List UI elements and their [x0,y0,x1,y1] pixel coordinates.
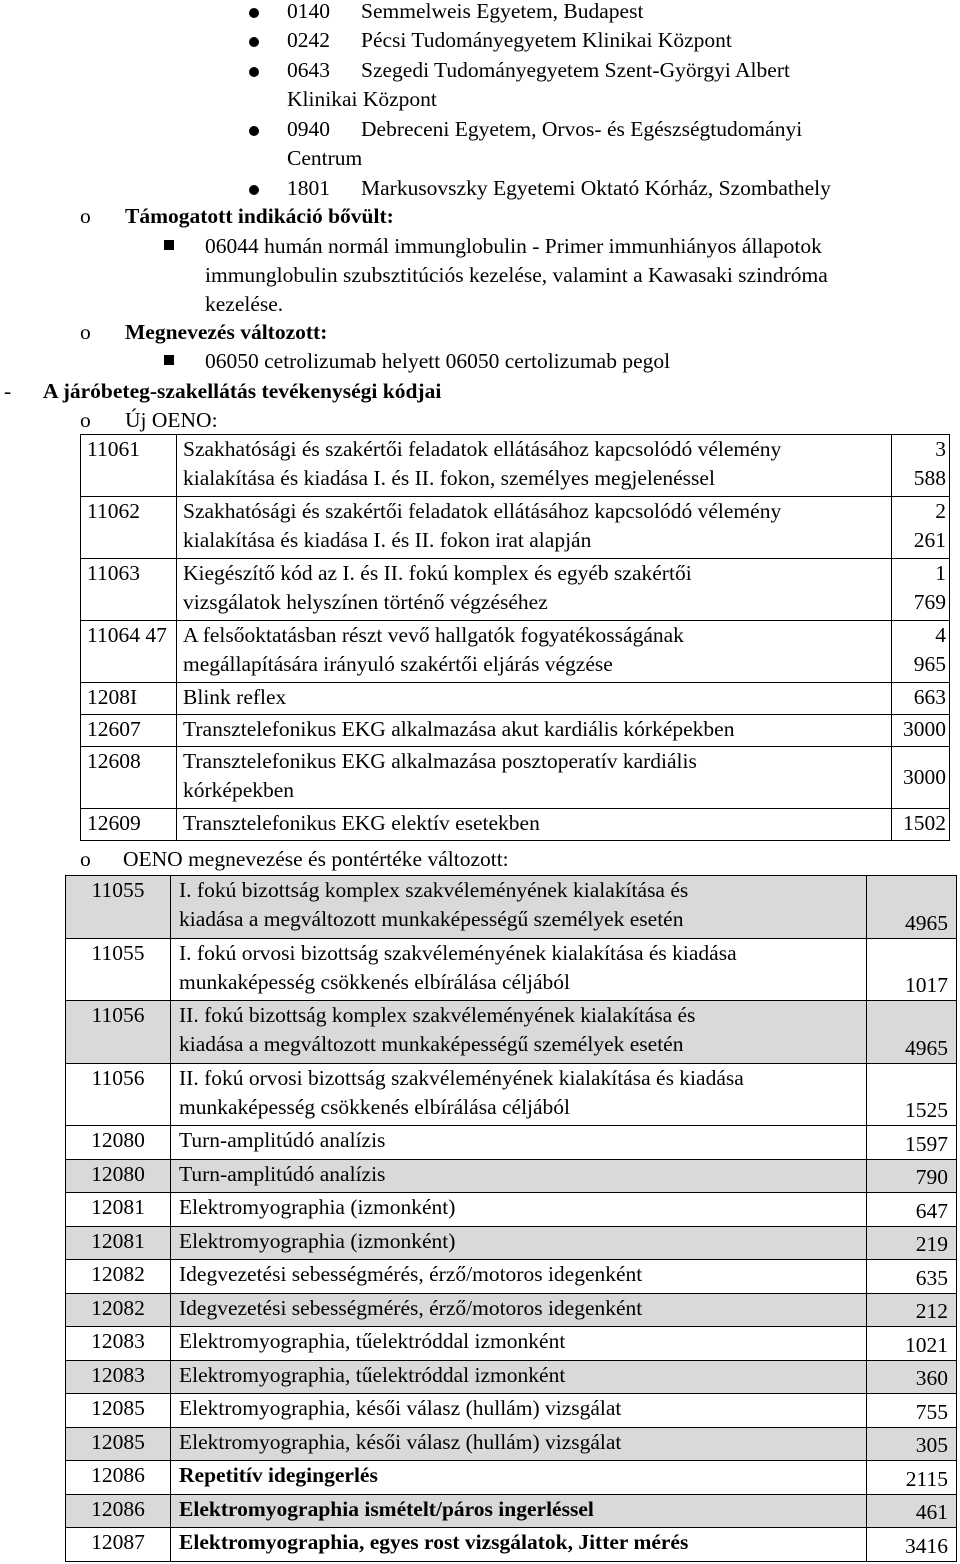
cell-code: 12609 [81,809,177,841]
section-dash: - [4,379,12,403]
cell-desc: Idegvezetési sebességmérés, érző/motoros idegenként [171,1260,867,1294]
table-row [66,1394,957,1428]
cell-desc: Elektromyographia, tűelektróddal izmonként [171,1327,867,1361]
table-row [66,1126,957,1160]
cell-code: 11055 [66,876,171,939]
cell-desc: Transztelefonikus EKG alkalmazása posztoperatív kardiális kórképekben [177,747,892,809]
cell-points: 4965 [867,876,957,939]
cell-code: 12607 [81,715,177,747]
megnevezes-item: 06050 cetrolizumab helyett 06050 certolizumab pegol [205,349,671,373]
oeno-changed-heading: OENO megnevezése és pontértéke változott: [123,847,509,871]
indikacio-item-cont: immunglobulin szubsztitúciós kezelése, valamint a Kawasaki szindróma [205,263,828,287]
cell-desc: Elektromyographia ismételt/páros ingerléssel [171,1494,867,1528]
table-row [66,1193,957,1227]
megnevezes-heading: Megnevezés változott: [125,320,328,344]
bullet-icon [249,185,259,195]
cell-points: 212 [867,1293,957,1327]
cell-code: 11063 [81,559,177,621]
cell-points: 4 965 [892,621,950,683]
cell-code: 11056 [66,1063,171,1126]
cell-desc: Elektromyographia (izmonként) [171,1226,867,1260]
cell-points: 461 [867,1494,957,1528]
table-row [66,1293,957,1327]
cell-code: 1208I [81,683,177,715]
cell-points: 3 588 [892,435,950,497]
bullet-icon [249,8,259,18]
cell-desc: Elektromyographia, késői válasz (hullám) vizsgálat [171,1427,867,1461]
circle-bullet: o [80,408,91,432]
list-text-cont: Klinikai Központ [287,87,437,111]
indikacio-item: 06044 humán normál immunglobulin - Primer immunhiányos állapotok [205,234,822,258]
cell-points: 360 [867,1360,957,1394]
table-row [66,1461,957,1495]
list-text: Szegedi Tudományegyetem Szent-Györgyi Albert [361,58,790,82]
cell-code: 12085 [66,1394,171,1428]
table-row [81,559,950,621]
cell-code: 12081 [66,1193,171,1227]
table-row [66,1427,957,1461]
cell-points: 4965 [867,1001,957,1064]
cell-desc: Szakhatósági és szakértői feladatok ellátásához kapcsolódó vélemény kialakítása és kiadása I. és II. fokon, személyes megjelenéssel [177,435,892,497]
bullet-icon [249,67,259,77]
cell-desc: Repetitív idegingerlés [171,1461,867,1495]
table-row [66,1360,957,1394]
cell-points: 647 [867,1193,957,1227]
list-text: Markusovszky Egyetemi Oktató Kórház, Szombathely [361,176,831,200]
changed-oeno-table [65,875,957,1562]
cell-code: 12085 [66,1427,171,1461]
list-code: 0643 [287,58,330,82]
cell-points: 1 769 [892,559,950,621]
indikacio-heading: Támogatott indikáció bővült: [125,204,394,228]
table-row [66,1260,957,1294]
cell-code: 12086 [66,1494,171,1528]
cell-points: 790 [867,1159,957,1193]
cell-points: 3000 [892,747,950,809]
list-text: Debreceni Egyetem, Orvos- és Egészségtudományi [361,117,803,141]
table-row [66,1494,957,1528]
table-row [81,715,950,747]
cell-code: 11062 [81,497,177,559]
cell-desc: Elektromyographia, tűelektróddal izmonként [171,1360,867,1394]
table-row [66,1528,957,1562]
cell-code: 12087 [66,1528,171,1562]
cell-points: 2 261 [892,497,950,559]
cell-desc: Elektromyographia, késői válasz (hullám) vizsgálat [171,1394,867,1428]
square-bullet-icon [164,355,174,365]
cell-code: 12081 [66,1226,171,1260]
table-row [66,1327,957,1361]
cell-code: 11061 [81,435,177,497]
list-text-cont: Centrum [287,146,363,170]
cell-points: 219 [867,1226,957,1260]
cell-points: 635 [867,1260,957,1294]
table-row [66,938,957,1001]
table-row [81,621,950,683]
cell-points: 2115 [867,1461,957,1495]
bullet-icon [249,126,259,136]
cell-code: 12608 [81,747,177,809]
circle-bullet: o [80,847,91,871]
cell-desc: A felsőoktatásban részt vevő hallgatók fogyatékosságának megállapítására irányuló szakértői eljárás végzése [177,621,892,683]
cell-points: 1597 [867,1126,957,1160]
list-text: Pécsi Tudományegyetem Klinikai Központ [361,28,732,52]
list-code: 0242 [287,28,330,52]
cell-code: 12082 [66,1293,171,1327]
table-row [81,435,950,497]
table-row [66,1001,957,1064]
cell-code: 12083 [66,1360,171,1394]
cell-desc: Turn-amplitúdó analízis [171,1126,867,1160]
list-code: 0140 [287,0,330,23]
section-heading: A járóbeteg-szakellátás tevékenységi kódjai [43,379,442,403]
table-row [66,1159,957,1193]
cell-desc: Idegvezetési sebességmérés, érző/motoros idegenként [171,1293,867,1327]
cell-desc: Elektromyographia, egyes rost vizsgálatok, Jitter mérés [171,1528,867,1562]
table-row [66,1226,957,1260]
table-row [66,876,957,939]
cell-points: 755 [867,1394,957,1428]
cell-points: 1502 [892,809,950,841]
table-row [81,809,950,841]
cell-desc: Szakhatósági és szakértői feladatok ellátásához kapcsolódó vélemény kialakítása és kiadása I. és II. fokon irat alapján [177,497,892,559]
cell-desc: II. fokú orvosi bizottság szakvéleményének kialakítása és kiadása munkaképesség csökkenés elbírálása céljából [171,1063,867,1126]
list-code: 0940 [287,117,330,141]
table-row [66,1063,957,1126]
cell-desc: Transztelefonikus EKG alkalmazása akut kardiális kórképekben [177,715,892,747]
cell-code: 12083 [66,1327,171,1361]
cell-desc: I. fokú bizottság komplex szakvéleményének kialakítása és kiadása a megváltozott munkaképességű személyek esetén [171,876,867,939]
cell-desc: I. fokú orvosi bizottság szakvéleményének kialakítása és kiadása munkaképesség csökkenés elbírálása céljából [171,938,867,1001]
cell-code: 12080 [66,1159,171,1193]
list-code: 1801 [287,176,330,200]
cell-desc: Blink reflex [177,683,892,715]
cell-points: 1017 [867,938,957,1001]
square-bullet-icon [164,240,174,250]
circle-bullet: o [80,204,91,228]
table-row [81,747,950,809]
cell-desc: Elektromyographia (izmonként) [171,1193,867,1227]
cell-desc: Turn-amplitúdó analízis [171,1159,867,1193]
bullet-icon [249,37,259,47]
cell-points: 663 [892,683,950,715]
uj-oeno-heading: Új OENO: [125,408,218,432]
cell-code: 12086 [66,1461,171,1495]
cell-desc: II. fokú bizottság komplex szakvéleményének kialakítása és kiadása a megváltozott munkaképességű személyek esetén [171,1001,867,1064]
cell-points: 3416 [867,1528,957,1562]
circle-bullet: o [80,320,91,344]
cell-points: 305 [867,1427,957,1461]
cell-points: 1525 [867,1063,957,1126]
cell-code: 11055 [66,938,171,1001]
list-text: Semmelweis Egyetem, Budapest [361,0,644,23]
indikacio-item-cont: kezelése. [205,292,284,316]
cell-desc: Transztelefonikus EKG elektív esetekben [177,809,892,841]
cell-points: 1021 [867,1327,957,1361]
cell-code: 11056 [66,1001,171,1064]
cell-code: 12082 [66,1260,171,1294]
table-row [81,683,950,715]
cell-code: 11064 47 [81,621,177,683]
table-row [81,497,950,559]
cell-desc: Kiegészítő kód az I. és II. fokú komplex és egyéb szakértői vizsgálatok helyszínen történő végzéséhez [177,559,892,621]
new-oeno-table [80,434,950,841]
cell-code: 12080 [66,1126,171,1160]
cell-points: 3000 [892,715,950,747]
